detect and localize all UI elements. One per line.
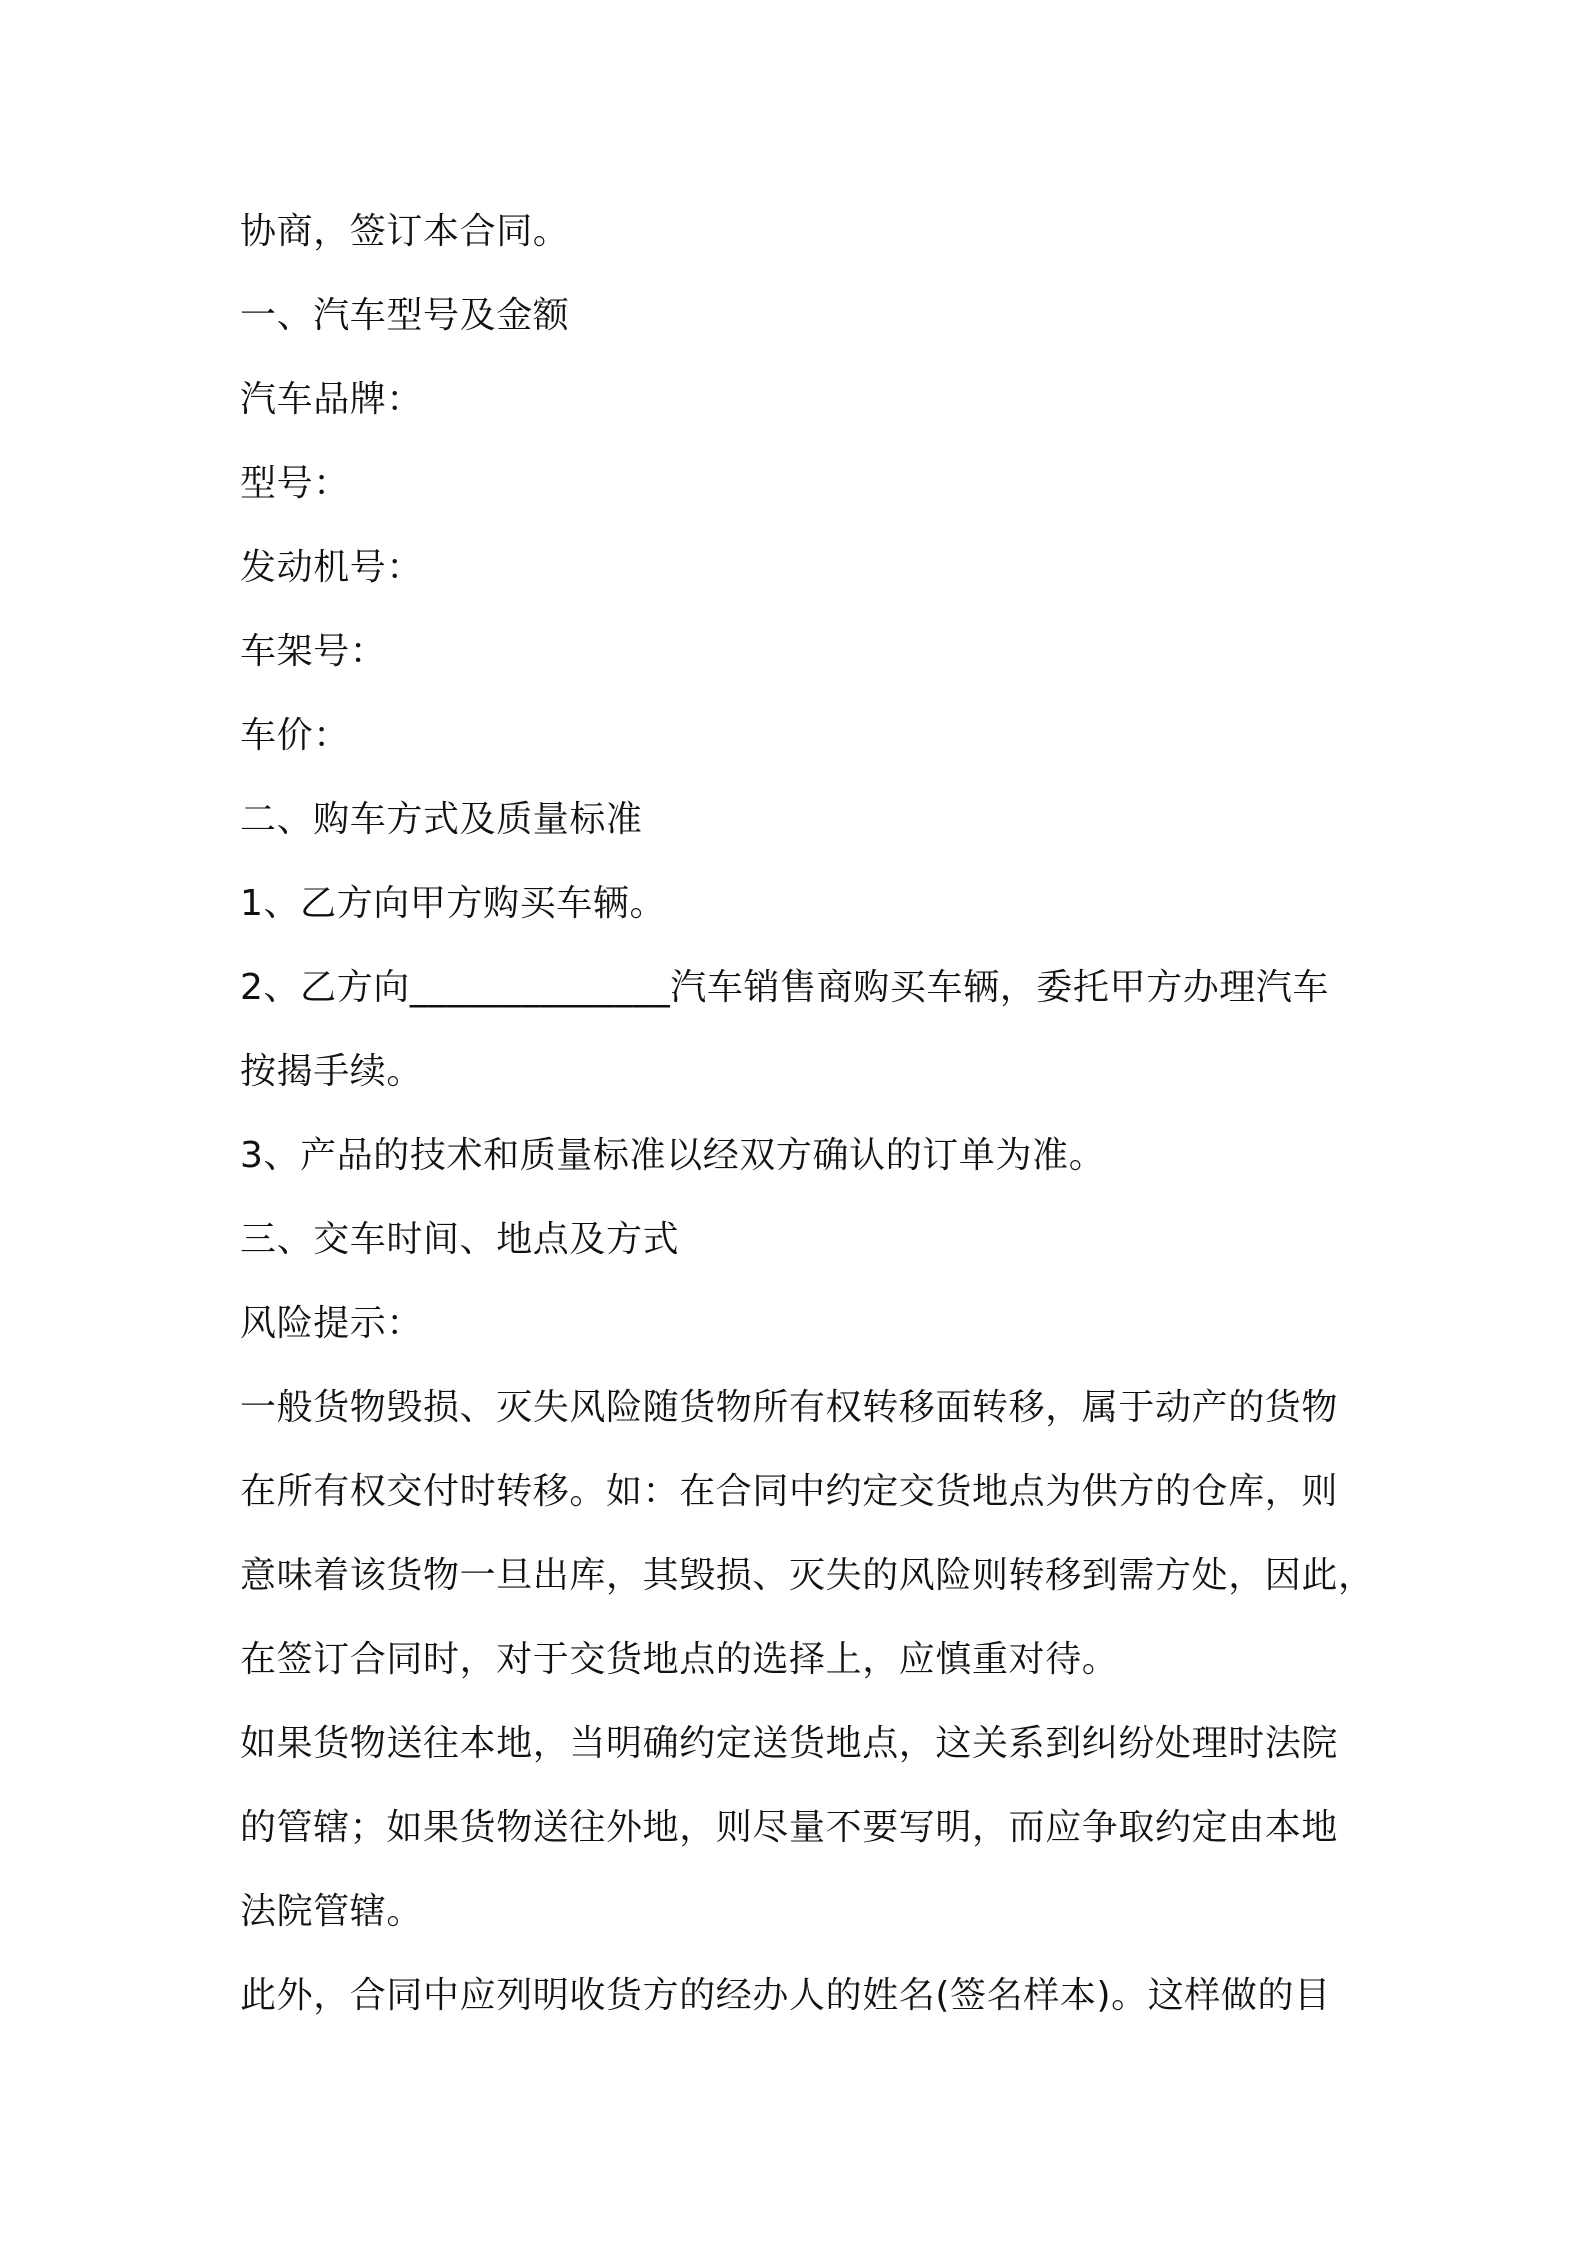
text-line: 按揭手续。 (240, 1051, 424, 1092)
section-heading: 三、交车时间、地点及方式 (240, 1219, 680, 1260)
clause-item: 2、乙方向______________汽车销售商购买车辆，委托甲方办理汽车 (240, 967, 1330, 1008)
text-line: 此外，合同中应列明收货方的经办人的姓名(签名样本)。这样做的目 (240, 1975, 1331, 2016)
text-line: 如果货物送往本地，当明确约定送货地点，这关系到纠纷处理时法院 (240, 1723, 1339, 1764)
field-label: 车架号： (240, 631, 387, 672)
text-line: 一般货物毁损、灭失风险随货物所有权转移面转移，属于动产的货物 (240, 1387, 1339, 1428)
document-body (240, 190, 1375, 2038)
text-line: 在签订合同时，对于交货地点的选择上，应慎重对待。 (240, 1639, 1119, 1680)
section-heading: 一、汽车型号及金额 (240, 295, 570, 336)
text-line: 法院管辖。 (240, 1891, 424, 1932)
field-label: 车价： (240, 715, 350, 756)
text-line: 意味着该货物一旦出库，其毁损、灭失的风险则转移到需方处，因此， (240, 1555, 1375, 1596)
text-line: 协商，签订本合同。 (240, 211, 570, 252)
text-line: 的管辖；如果货物送往外地，则尽量不要写明，而应争取约定由本地 (240, 1807, 1339, 1848)
clause-item: 1、乙方向甲方购买车辆。 (240, 883, 667, 924)
field-label: 汽车品牌： (240, 379, 424, 420)
field-label: 发动机号： (240, 547, 424, 588)
field-label: 型号： (240, 463, 350, 504)
clause-item: 3、产品的技术和质量标准以经双方确认的订单为准。 (240, 1135, 1106, 1176)
section-heading: 二、购车方式及质量标准 (240, 799, 643, 840)
risk-tip-label: 风险提示： (240, 1303, 424, 1344)
text-line: 在所有权交付时转移。如：在合同中约定交货地点为供方的仓库，则 (240, 1471, 1339, 1512)
